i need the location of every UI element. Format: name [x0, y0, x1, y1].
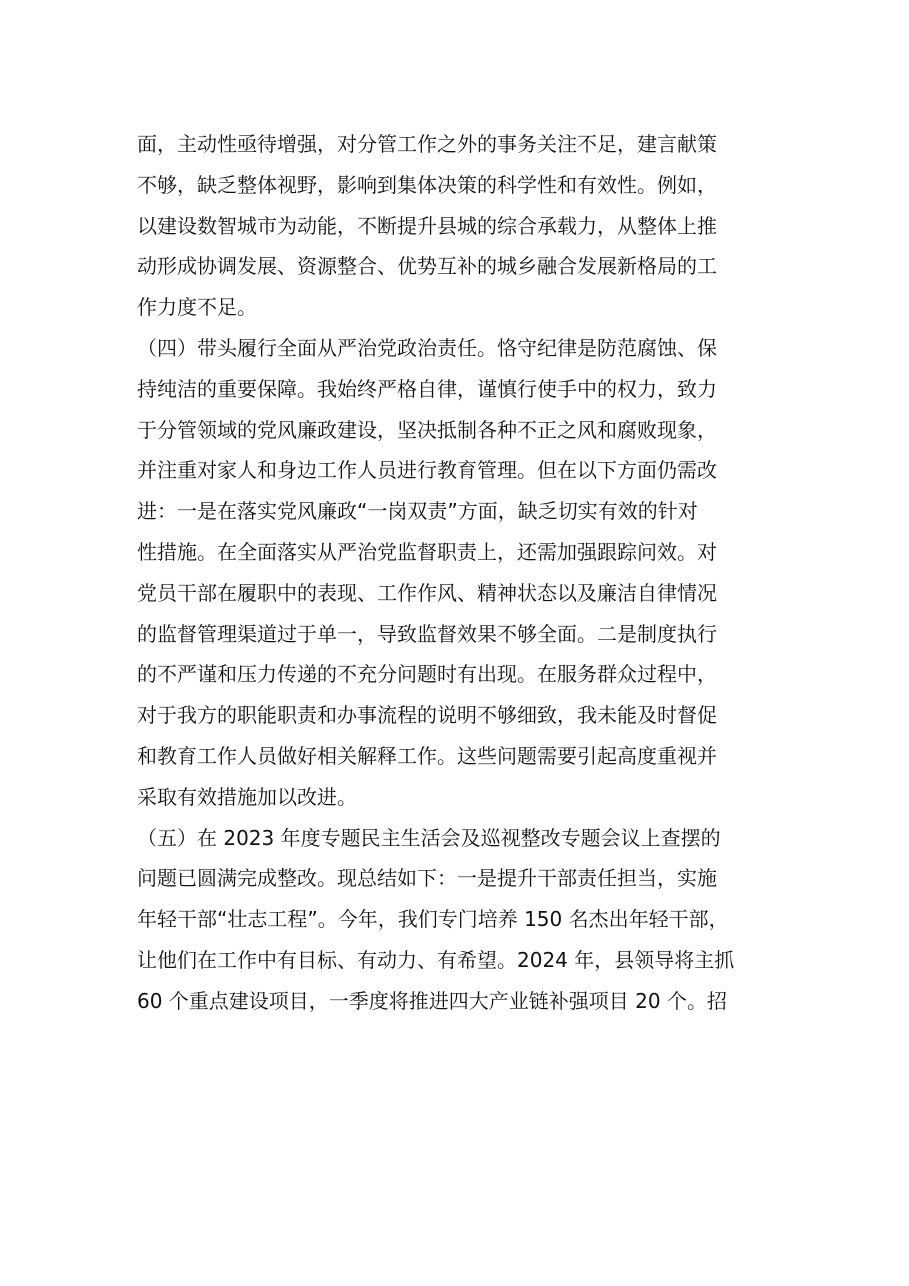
text-line: 作力度不足。 — [137, 295, 257, 320]
text-line: 面，主动性亟待增强，对分管工作之外的事务关注不足，建言献策 — [137, 132, 717, 156]
text-line: （四）带头履行全面从严治党政治责任。恪守纪律是防范腐蚀、保 — [137, 335, 717, 360]
body-text — [137, 124, 777, 1022]
text-line: 进：一是在落实党风廉政“一岗双责”方面，缺乏切实有效的针对 — [137, 499, 698, 524]
text-line: 对于我方的职能职责和办事流程的说明不够细致，我未能及时督促 — [137, 703, 717, 728]
text-line: 60 个重点建设项目，一季度将推进四大产业链补强项目 20 个。招 — [137, 988, 727, 1013]
text-line: 不够，缺乏整体视野，影响到集体决策的科学性和有效性。例如， — [137, 172, 717, 197]
text-line: 让他们在工作中有目标、有动力、有希望。2024 年，县领导将主抓 — [137, 947, 735, 972]
text-line: 持纯洁的重要保障。我始终严格自律，谨慎行使手中的权力，致力 — [137, 376, 717, 401]
text-line: 采取有效措施加以改进。 — [137, 784, 357, 809]
text-line: 性措施。在全面落实从严治党监督职责上，还需加强跟踪问效。对 — [137, 539, 717, 564]
text-line: 党员干部在履职中的表现、工作作风、精神状态以及廉洁自律情况 — [137, 580, 717, 605]
text-line: 和教育工作人员做好相关解释工作。这些问题需要引起高度重视并 — [137, 743, 717, 768]
text-line: 以建设数智城市为动能，不断提升县城的综合承载力，从整体上推 — [137, 213, 717, 238]
text-line: 问题已圆满完成整改。现总结如下：一是提升干部责任担当，实施 — [137, 866, 717, 891]
text-line: 的不严谨和压力传递的不充分问题时有出现。在服务群众过程中， — [137, 662, 717, 687]
text-line: 并注重对家人和身边工作人员进行教育管理。但在以下方面仍需改 — [137, 458, 717, 483]
text-line: 的监督管理渠道过于单一，导致监督效果不够全面。二是制度执行 — [137, 621, 717, 646]
text-line: 年轻干部“壮志工程”。今年，我们专门培养 150 名杰出年轻干部， — [137, 907, 729, 932]
text-line: 于分管领域的党风廉政建设，坚决抵制各种不正之风和腐败现象， — [137, 417, 717, 442]
text-line: 动形成协调发展、资源整合、优势互补的城乡融合发展新格局的工 — [137, 254, 717, 279]
text-line: （五）在 2023 年度专题民主生活会及巡视整改专题会议上查摆的 — [137, 825, 721, 850]
